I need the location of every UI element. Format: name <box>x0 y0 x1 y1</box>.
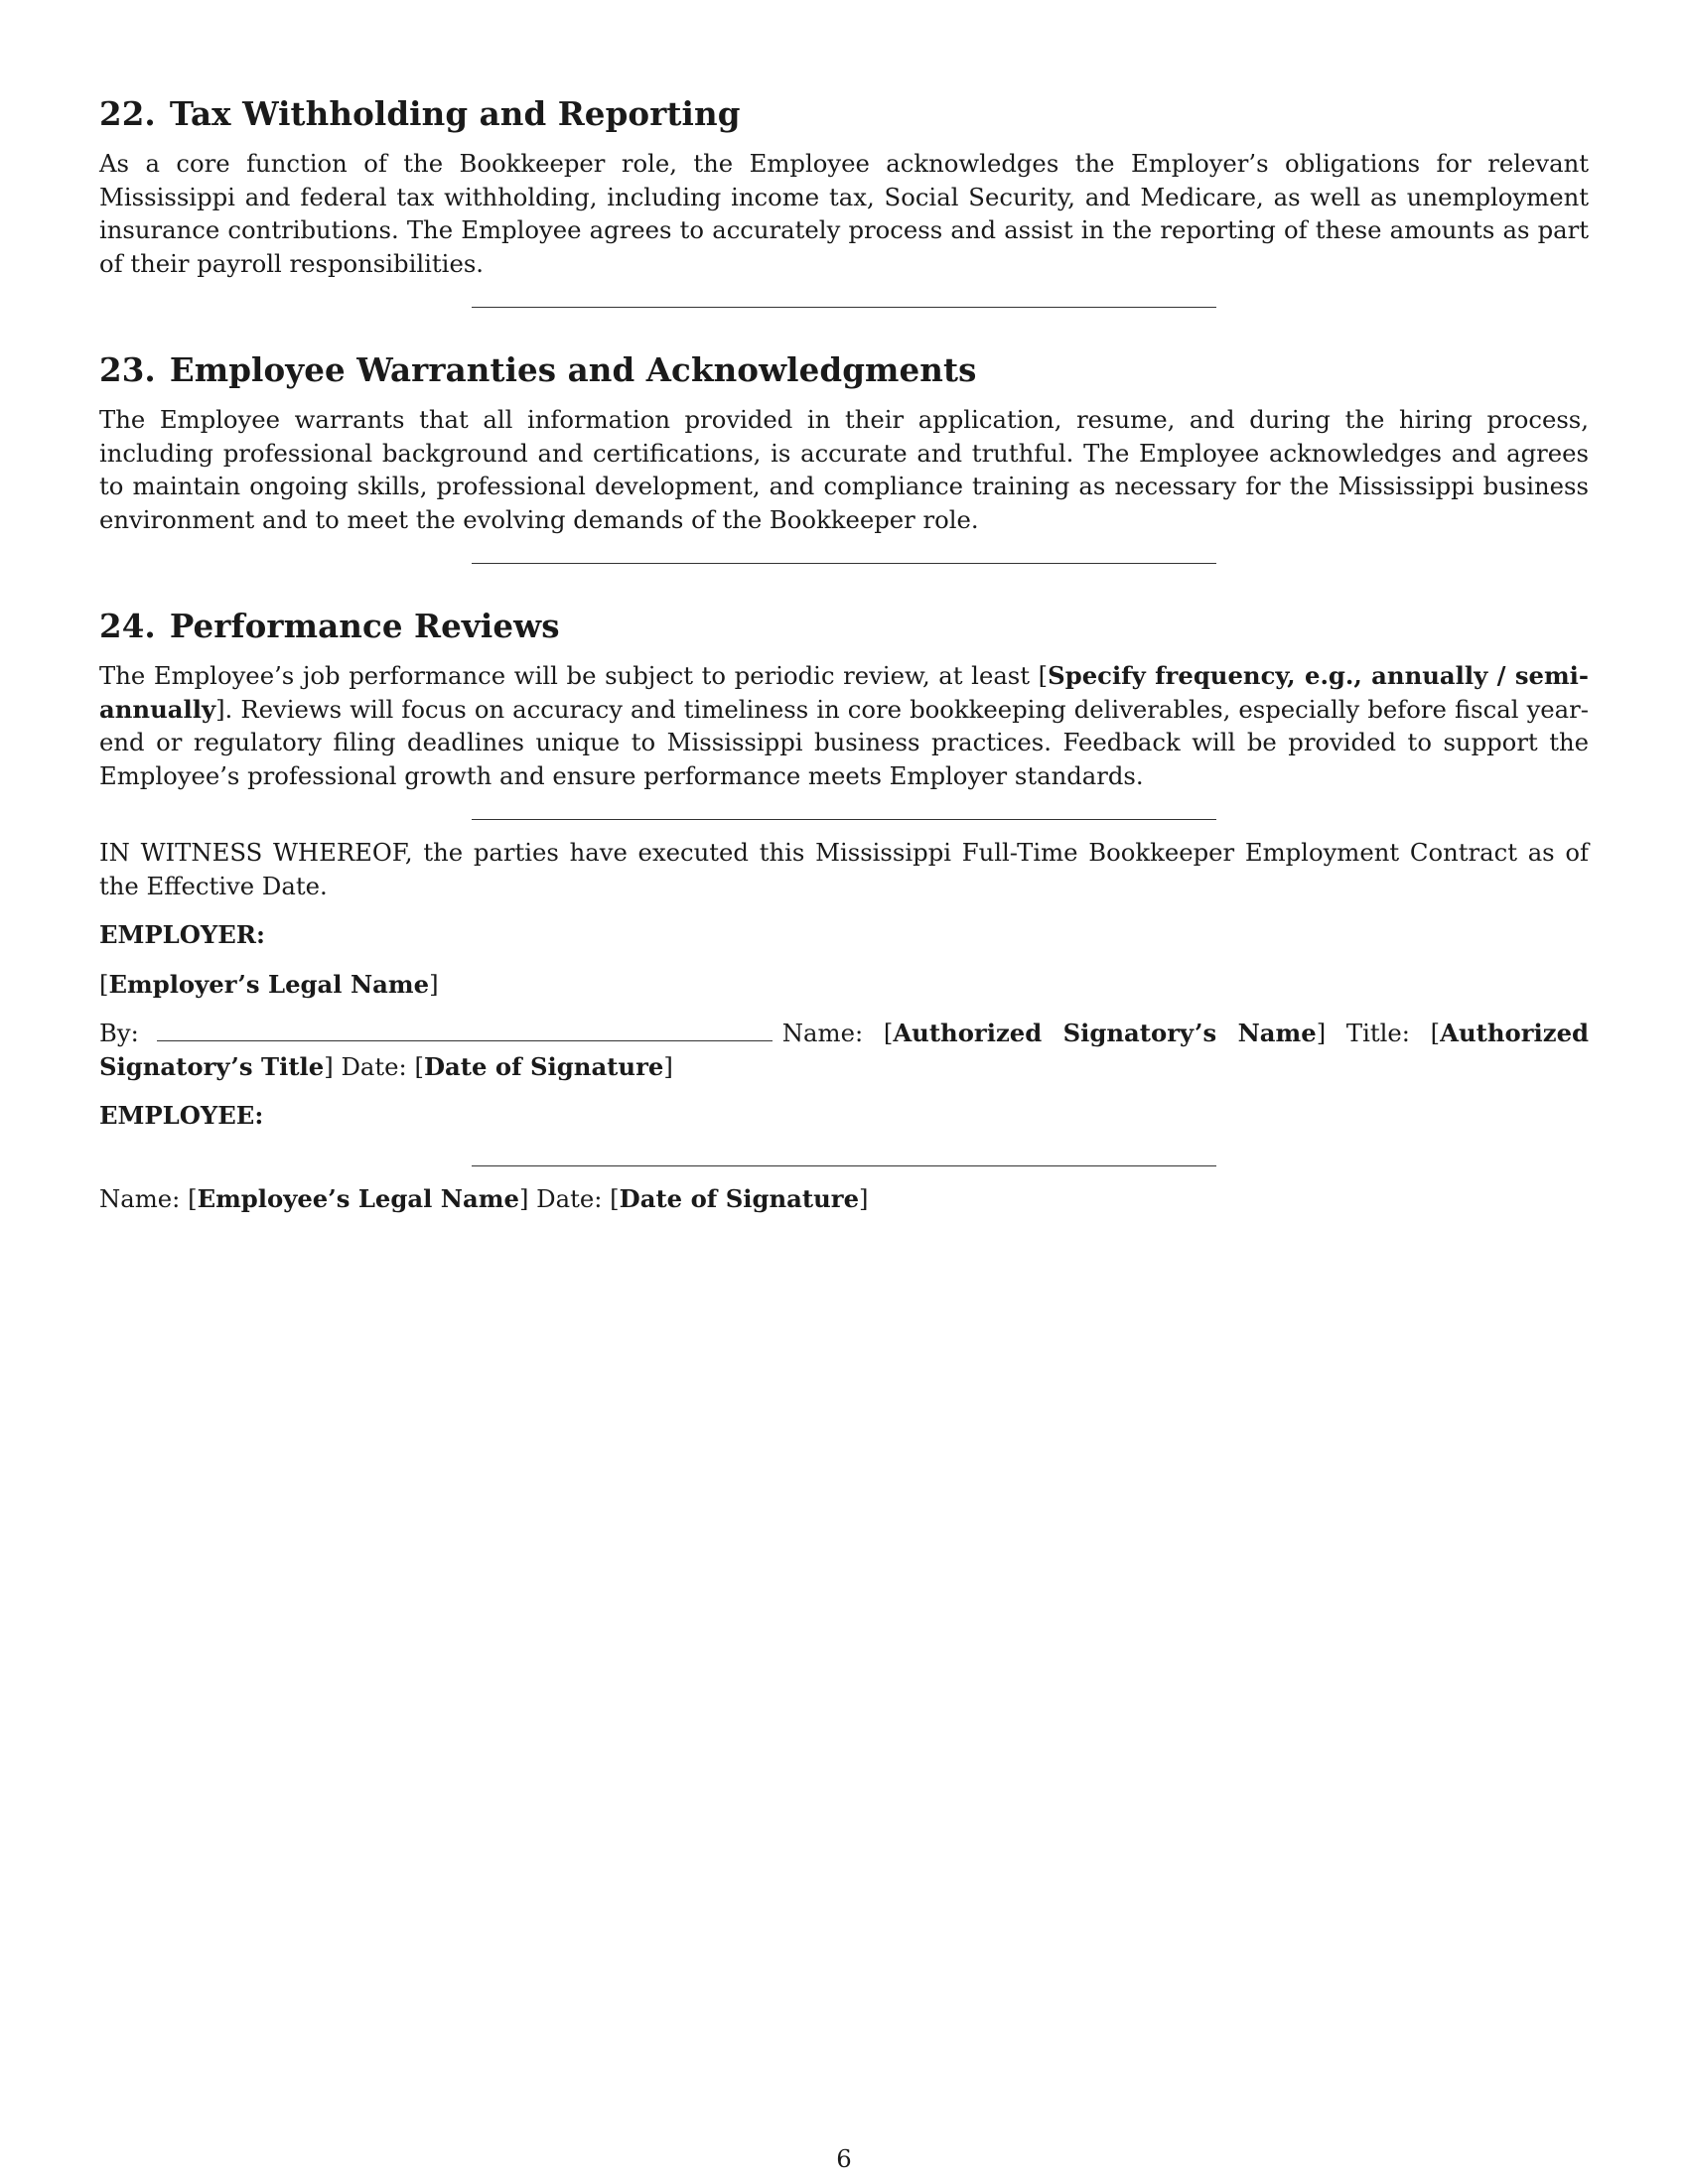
name-label: Name: <box>99 1183 181 1213</box>
employer-date-placeholder: Date of Signature <box>423 1051 664 1081</box>
employer-legal-name-placeholder: Employer’s Legal Name <box>108 969 430 999</box>
employee-heading: EMPLOYEE: <box>99 1101 264 1130</box>
body-text: ]. Reviews will focus on accuracy and timeliness in core bookkeeping deliverables, especially before fiscal year-end or regulatory filing deadlines unique to Mississippi business practices. Feedback will be provided to support the Employee’s professional growth and ensure performance meets Employer standards. <box>99 694 1589 790</box>
section-heading-24 <box>99 604 1589 649</box>
date-label: Date: <box>536 1183 603 1213</box>
signatory-title-placeholder: Authorized Signatory’s Title <box>99 1019 1590 1081</box>
section-title: Employee Warranties and Acknowledgments <box>169 350 977 389</box>
body-text: The Employee’s job performance will be subject to periodic review, at least [ <box>99 661 1049 690</box>
section-title: Tax Withholding and Reporting <box>169 94 741 133</box>
document-page <box>99 91 1589 1215</box>
name-label: Name: <box>781 1019 864 1047</box>
employee-signature-block: Name: [Employee’s Legal Name] Date: [Date of Signature] <box>99 1183 869 1213</box>
employer-signature-block: By: Name: [Authorized Signatory’s Name] Title: [Authorized Signatory’s Title] Date: [Date of Signature] <box>99 1019 1590 1081</box>
employer-legal-name: [Employer’s Legal Name] <box>99 969 439 999</box>
page-number: 6 <box>836 2144 852 2173</box>
section-number: 22. <box>99 94 156 133</box>
section-title: Performance Reviews <box>169 607 560 645</box>
section-body-23: The Employee warrants that all information provided in their application, resume, and during the hiring process, including professional background and certifications, is accurate and truthful. The Employee acknowledges and agrees to maintain ongoing skills, professional development, and compliance training as necessary for the Mississippi business environment and to meet the evolving demands of the Bookkeeper role. <box>99 405 1589 534</box>
section-body-24 <box>99 659 1589 792</box>
date-label: Date: <box>341 1051 407 1081</box>
section-body-22: As a core function of the Bookkeeper role, the Employee acknowledges the Employer’s obligations for relevant Mississippi and federal tax withholding, including income tax, Social Security, and Medicare, as well as unemployment insurance contributions. The Employee agrees to accurately process and assist in the reporting of these amounts as part of their payroll responsibilities. <box>99 149 1589 278</box>
section-number: 24. <box>99 607 156 645</box>
placeholder-frequency: Specify frequency, e.g., annually / semi-annually <box>99 661 1589 724</box>
employer-heading: EMPLOYER: <box>99 920 265 949</box>
witness-clause: IN WITNESS WHEREOF, the parties have executed this Mississippi Full-Time Bookkeeper Employment Contract as of the Effective Date. <box>99 838 1589 900</box>
employee-name-placeholder: Employee’s Legal Name <box>197 1183 519 1213</box>
by-label: By: <box>99 1019 139 1047</box>
section-heading-23 <box>99 347 1589 393</box>
employer-signature-line[interactable] <box>157 1019 773 1041</box>
section-number: 23. <box>99 350 156 389</box>
signatory-name-placeholder: Authorized Signatory’s Name <box>893 1019 1317 1047</box>
employee-date-placeholder: Date of Signature <box>619 1183 860 1213</box>
title-label: Title: <box>1345 1019 1410 1047</box>
section-heading-22 <box>99 91 1589 137</box>
